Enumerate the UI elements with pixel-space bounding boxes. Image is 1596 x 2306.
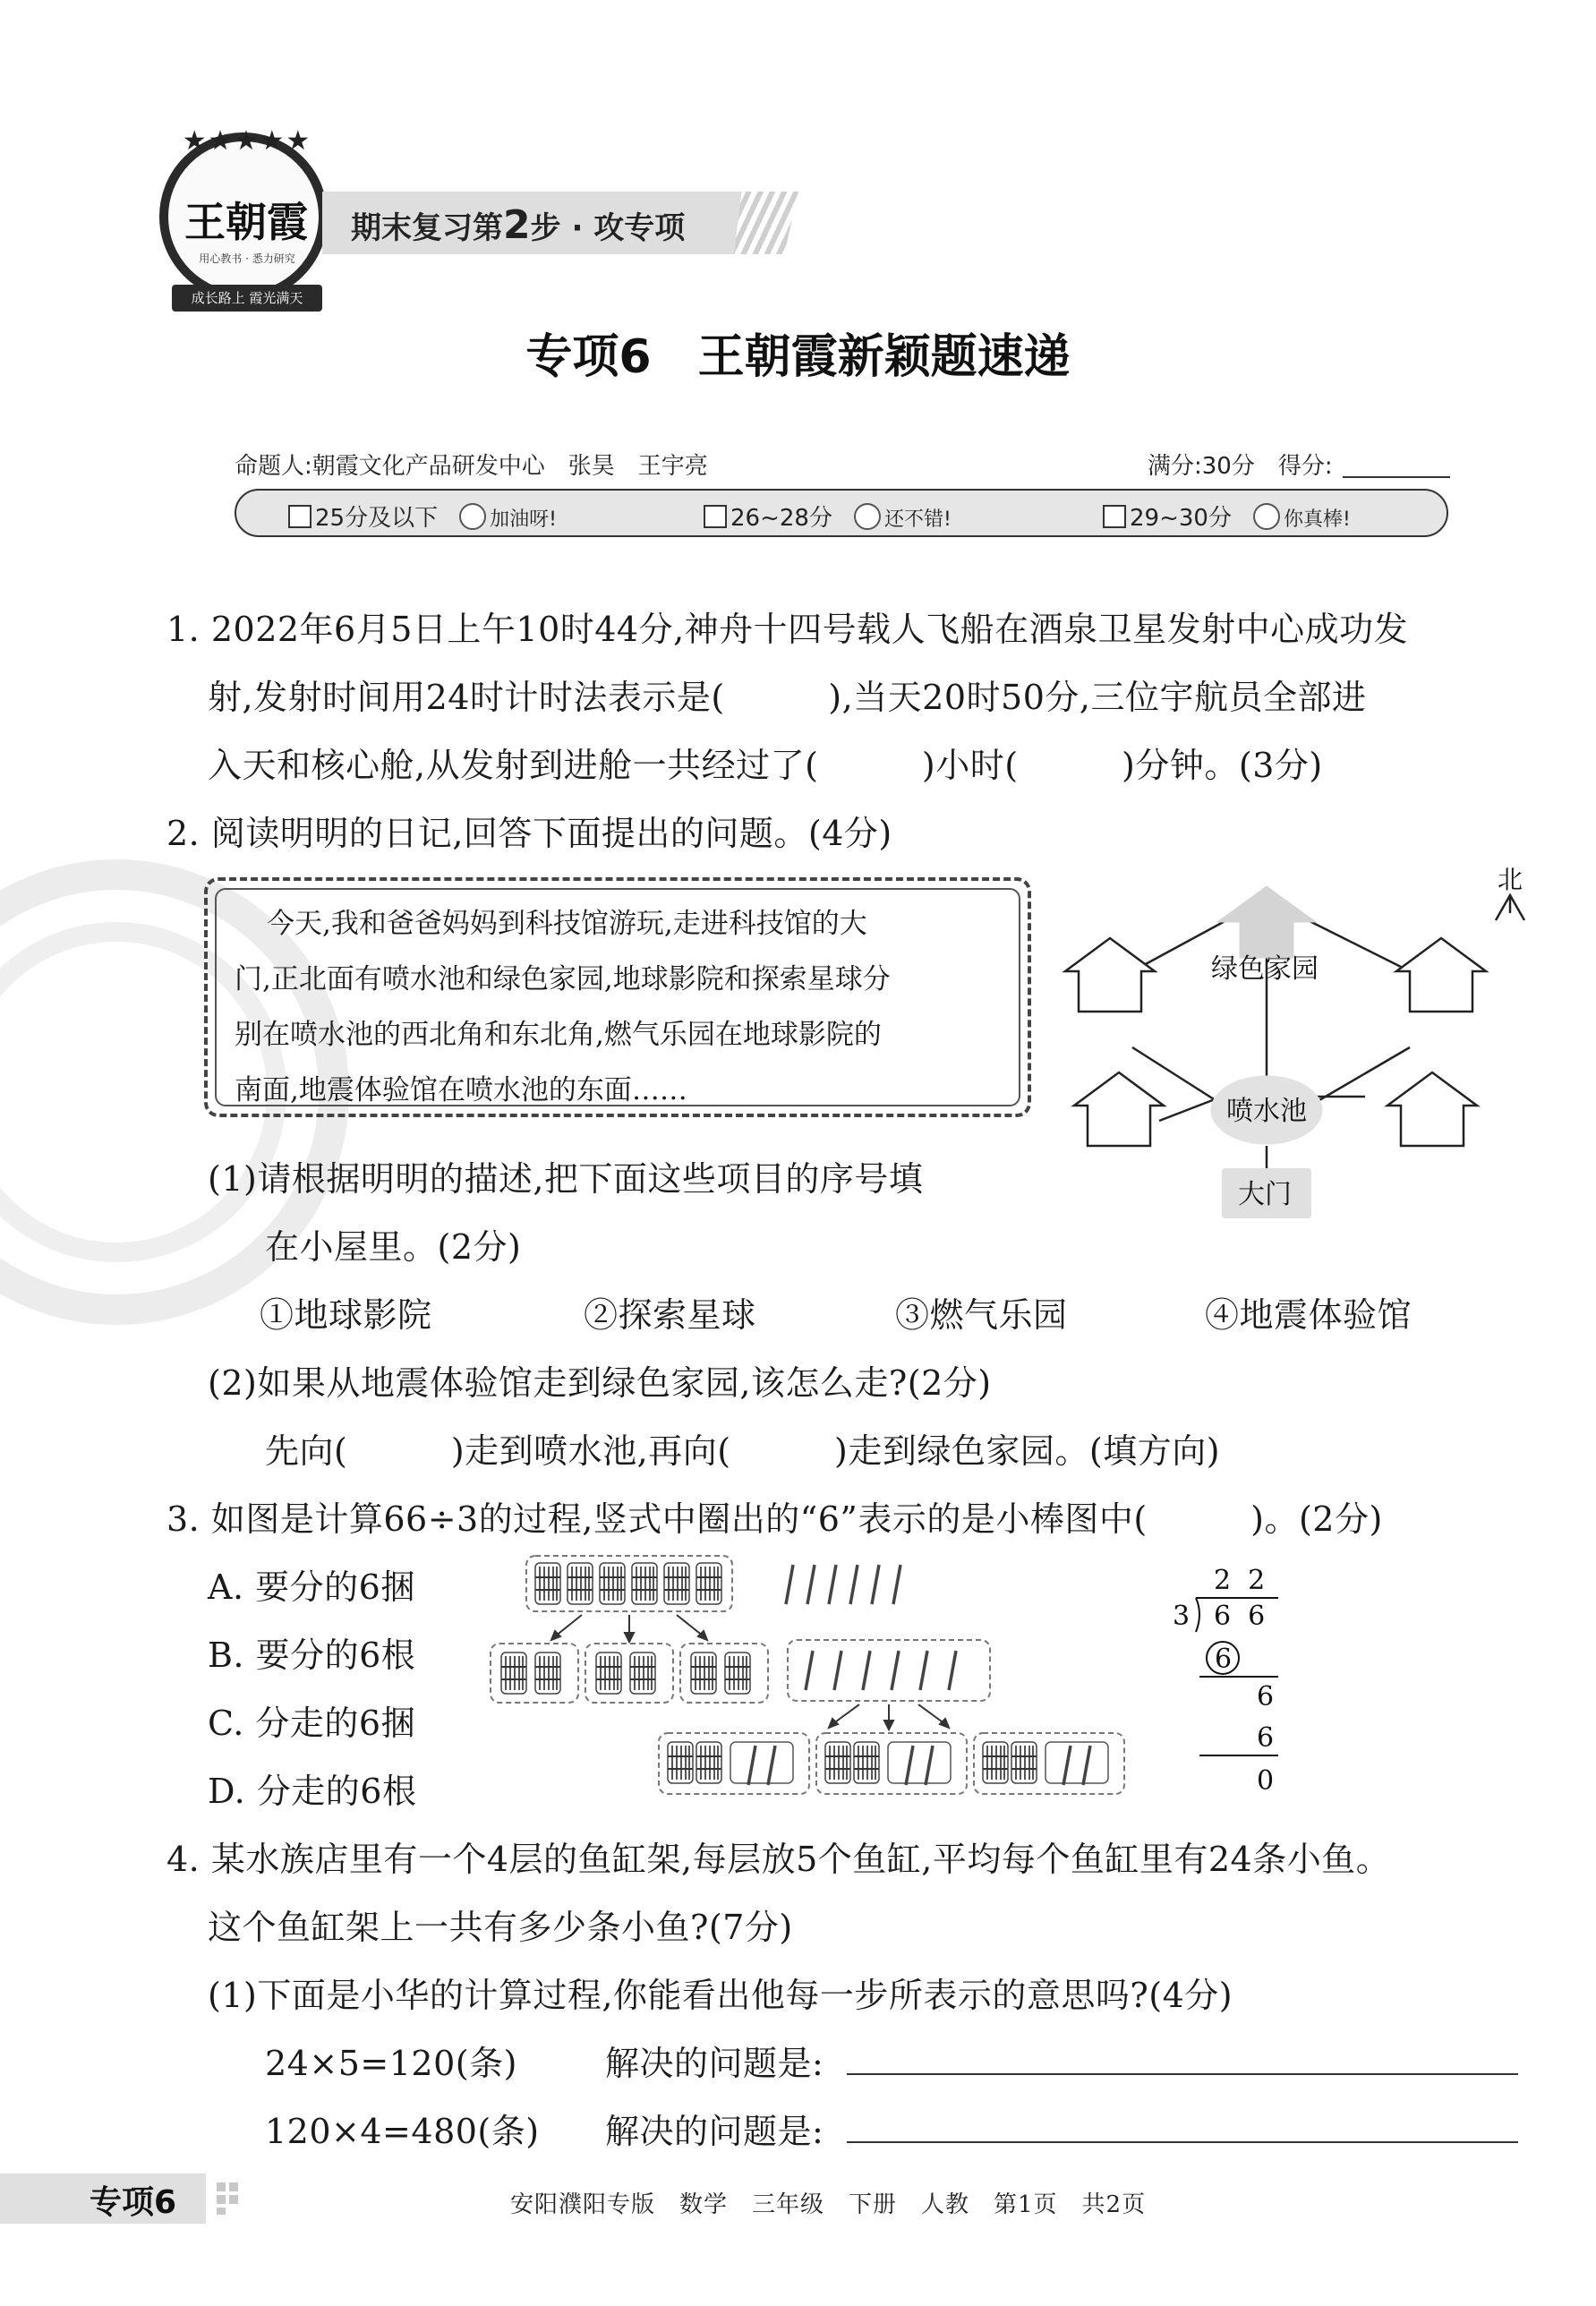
long-division (1164, 1562, 1298, 1813)
rating-high: 29~30分 你真棒! (1103, 500, 1351, 533)
author-line: 命题人:朝霞文化产品研发中心 张昊 王宇亮 (235, 453, 708, 480)
diary-line: 今天,我和爸爸妈妈到科技馆游玩,走进科技馆的大 (267, 908, 867, 940)
bundle-icon (825, 1742, 850, 1783)
stick-icon (1083, 1746, 1090, 1785)
division-bracket (1196, 1598, 1199, 1632)
answer-line-1[interactable] (847, 2073, 1518, 2075)
banner-step: 2 (503, 202, 531, 248)
stick-icon (892, 1651, 899, 1690)
stick-icon (863, 1651, 870, 1690)
stick-icon (786, 1565, 793, 1604)
checkbox-icon[interactable] (1103, 505, 1126, 528)
choice-a: A. 要分的6捆 (208, 1567, 415, 1607)
bundle-icon (600, 1563, 625, 1604)
rating-low: 25分及以下 加油呀! (288, 500, 557, 533)
green-home-label: 绿色家园 (1211, 953, 1319, 985)
logo-ribbon: 成长路上 霞光满天 (172, 285, 322, 312)
stick-icon (906, 1746, 913, 1785)
bundle-icon (632, 1563, 657, 1604)
banner-prefix: 期末复习第 (351, 210, 503, 246)
sticks-box (888, 1742, 951, 1783)
q2-sub1-line2: 在小屋里。(2分) (265, 1227, 522, 1267)
stick-icon (1063, 1746, 1071, 1785)
house-east (1387, 1072, 1477, 1146)
footer-dots-icon (215, 2181, 251, 2216)
north-arrow-icon (1496, 895, 1524, 920)
score-line: 满分:30分 得分: (1148, 453, 1333, 480)
stick-icon (807, 1565, 815, 1604)
split-arrows (551, 1615, 707, 1642)
stick-icon (806, 1651, 813, 1690)
remainder-row-3: 0 (1257, 1765, 1275, 1797)
smiley-icon (459, 503, 486, 530)
option-3: ③燃气乐园 (895, 1295, 1068, 1335)
split-arrows (829, 1704, 949, 1730)
page-title: 专项6 王朝霞新颖题速递 (525, 330, 1071, 384)
bundle-icon (501, 1653, 526, 1694)
stick-icon (748, 1746, 755, 1785)
checkbox-icon[interactable] (288, 505, 312, 528)
logo-stars-icon: ★★★★★ (182, 125, 312, 157)
remainder-row-2: 6 (1257, 1722, 1275, 1754)
q2-sub2: (2)如果从地震体验馆走到绿色家园,该怎么走?(2分) (208, 1363, 992, 1403)
option-2: ②探索星球 (584, 1295, 756, 1335)
stick-icon (920, 1651, 927, 1690)
stick-icon (949, 1651, 956, 1690)
smiley-icon (1253, 503, 1280, 530)
option-1: ①地球影院 (260, 1295, 432, 1335)
q4-prompt-1: 解决的问题是: (605, 2044, 824, 2083)
smiley-icon (854, 503, 881, 530)
stick-icon (829, 1565, 836, 1604)
q2-sub1-line1: (1)请根据明明的描述,把下面这些项目的序号填 (208, 1159, 924, 1199)
q1-line3: 入天和核心舱,从发射到进舱一共经过了( )小时( )分钟。(3分) (208, 746, 1323, 785)
q4-line1: 4. 某水族店里有一个4层的鱼缸架,每层放5个鱼缸,平均每个鱼缸里有24条小鱼。 (166, 1840, 1391, 1879)
sticks-group (788, 1640, 990, 1701)
house-southwest (1074, 1072, 1164, 1146)
remainder-row-1: 6 (1257, 1681, 1275, 1712)
q4-step2: 120×4=480(条) (265, 2112, 540, 2151)
stick-icon (768, 1746, 775, 1785)
choice-b: B. 要分的6根 (208, 1636, 416, 1675)
choice-c: C. 分走的6捆 (208, 1704, 416, 1743)
stick-icon (926, 1746, 933, 1785)
north-label: 北 (1498, 865, 1523, 894)
answer-line-2[interactable] (847, 2141, 1518, 2143)
bundle-icon (535, 1563, 560, 1604)
diary-line: 别在喷水池的西北角和东北角,燃气乐园在地球影院的 (235, 1019, 882, 1051)
bundle-icon (983, 1742, 1008, 1783)
q2-sub2-answer: 先向( )走到喷水池,再向( )走到绿色家园。(填方向) (265, 1431, 1221, 1471)
diary-line: 南面,地震体验馆在喷水池的东面…… (235, 1074, 687, 1106)
sticks-diagram (483, 1540, 1182, 1799)
gate-label: 大门 (1238, 1179, 1292, 1210)
bundle-icon (696, 1742, 721, 1783)
bundle-icon (696, 1563, 721, 1604)
bundle-icon (854, 1742, 879, 1783)
banner-text (351, 202, 685, 248)
house-northeast (1396, 938, 1486, 1012)
rating-mid: 26~28分 还不错! (704, 500, 952, 533)
choice-d: D. 分走的6根 (208, 1772, 417, 1811)
north-gate-arrow (1217, 886, 1316, 958)
bundle-icon (1011, 1742, 1037, 1783)
stick-icon (872, 1565, 879, 1604)
footer-info: 安阳濮阳专版 数学 三年级 下册 人教 第1页 共2页 (510, 2191, 1147, 2218)
quotient: 2 2 (1214, 1565, 1266, 1596)
bundle-icon (596, 1653, 621, 1694)
q1-line1: 1. 2022年6月5日上午10时44分,神舟十四号载人飞船在酒泉卫星发射中心成功发 (166, 610, 1409, 649)
q2-stem: 2. 阅读明明的日记,回答下面提出的问题。(4分) (166, 814, 892, 853)
house-northwest (1065, 938, 1155, 1012)
bundle-icon (668, 1742, 693, 1783)
stick-icon (893, 1565, 900, 1604)
fountain-label: 喷水池 (1226, 1096, 1307, 1127)
divisor: 3 (1173, 1601, 1191, 1632)
bundle-icon (630, 1653, 655, 1694)
circled-digit: 6 (1215, 1644, 1233, 1675)
sticks-box (730, 1742, 793, 1783)
stick-icon (834, 1651, 841, 1690)
bundle-icon (535, 1653, 560, 1694)
checkbox-icon[interactable] (704, 505, 727, 528)
score-blank[interactable] (1343, 476, 1450, 478)
banner-suffix: 步 · 攻专项 (530, 210, 686, 246)
park-map (1061, 859, 1544, 1235)
bundle-icon (568, 1563, 593, 1604)
dividend: 6 6 (1214, 1601, 1266, 1632)
q4-sub1: (1)下面是小华的计算过程,你能看出他每一步所表示的意思吗?(4分) (208, 1976, 1233, 2015)
bundle-icon (725, 1653, 750, 1694)
footer-section-label: 专项6 (90, 2184, 177, 2221)
q4-line2: 这个鱼缸架上一共有多少条小鱼?(7分) (208, 1908, 793, 1947)
q4-step1: 24×5=120(条) (265, 2044, 517, 2083)
banner-stripes (734, 192, 798, 254)
q3-stem: 3. 如图是计算66÷3的过程,竖式中圈出的“6”表示的是小棒图中( )。(2分) (166, 1499, 1383, 1539)
option-4: ④地震体验馆 (1205, 1295, 1413, 1335)
diary-line: 门,正北面有喷水池和绿色家园,地球影院和探索星球分 (235, 963, 891, 995)
q4-prompt-2: 解决的问题是: (605, 2112, 824, 2151)
logo-motto: 用心教书 · 悉力研究 (199, 252, 295, 265)
sticks-box (1046, 1742, 1108, 1783)
stick-icon (850, 1565, 858, 1604)
bundle-icon (664, 1563, 689, 1604)
q1-line2: 射,发射时间用24时计时法表示是( ),当天20时50分,三位宇航员全部进 (208, 678, 1367, 717)
bundle-icon (691, 1653, 716, 1694)
logo-brand-text: 王朝霞 (184, 198, 308, 246)
